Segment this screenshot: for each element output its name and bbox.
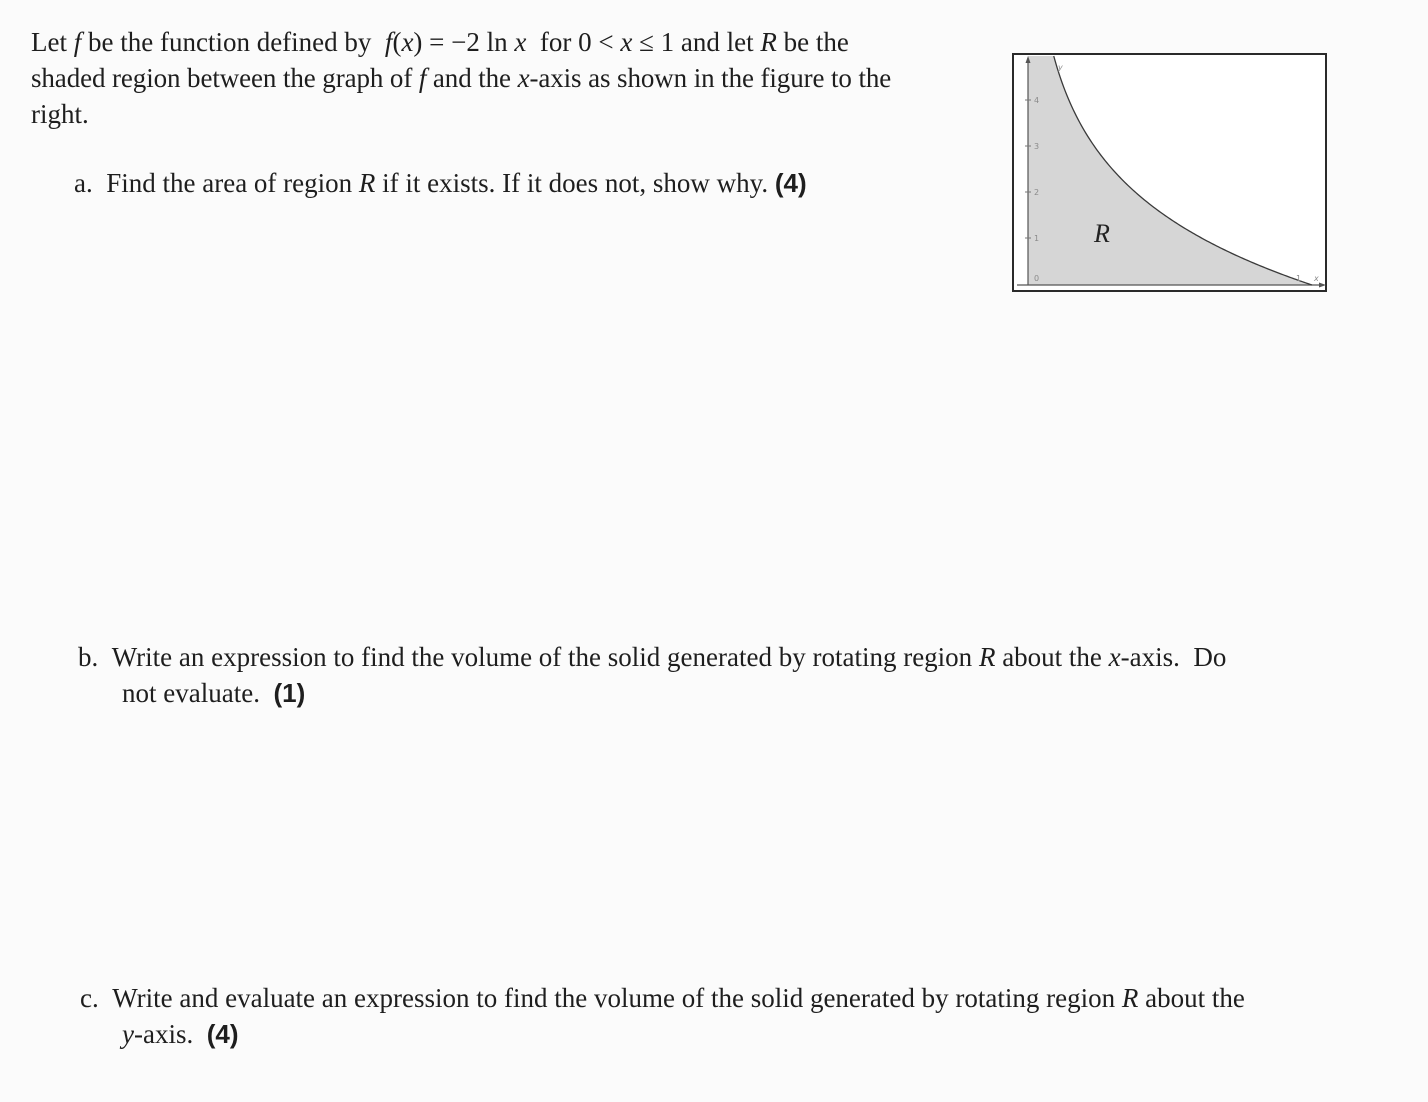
x-tick-label: 1 (1296, 274, 1302, 283)
question-b-text-line-1: Write an expression to find the volume of the solid generated by rotating region R about the x-axis. Do (105, 642, 1227, 672)
y-axis-label: y (1058, 63, 1063, 72)
question-a (74, 165, 807, 201)
question-b-points: (1) (273, 678, 306, 708)
intro-line-1: Let f be the function defined by f(x) = −2 ln x for 0 < x ≤ 1 and let R be the (31, 27, 849, 57)
y-tick-label: 0 (1034, 274, 1040, 283)
region-label: R (1094, 219, 1110, 248)
intro-line-2: shaded region between the graph of f and the x-axis as shown in the figure to the (31, 63, 892, 93)
y-tick-label: 1 (1034, 234, 1040, 243)
question-a-text: Find the area of region R if it exists. If it does not, show why. (99, 168, 769, 198)
question-c-text-line-1: Write and evaluate an expression to find the volume of the solid generated by rotating region R about the (105, 983, 1245, 1013)
question-a-letter: a. (74, 168, 93, 198)
region-figure (1012, 52, 1328, 294)
question-b-letter: b. (78, 642, 99, 672)
question-a-points: (4) (774, 168, 807, 198)
intro-line-3: right. (31, 99, 89, 129)
question-b (78, 639, 1378, 711)
question-b-text-line-2: not evaluate. (122, 678, 260, 708)
question-c (80, 980, 1410, 1052)
y-tick-label: 3 (1034, 142, 1040, 151)
y-tick-label: 4 (1034, 96, 1040, 105)
question-c-text-line-2: y-axis. (122, 1019, 194, 1049)
question-c-letter: c. (80, 983, 99, 1013)
question-c-points: (4) (206, 1019, 239, 1049)
x-axis-label: x (1314, 274, 1319, 283)
problem-intro (31, 24, 991, 132)
y-tick-label: 2 (1034, 188, 1040, 197)
region-graph (1012, 52, 1328, 294)
